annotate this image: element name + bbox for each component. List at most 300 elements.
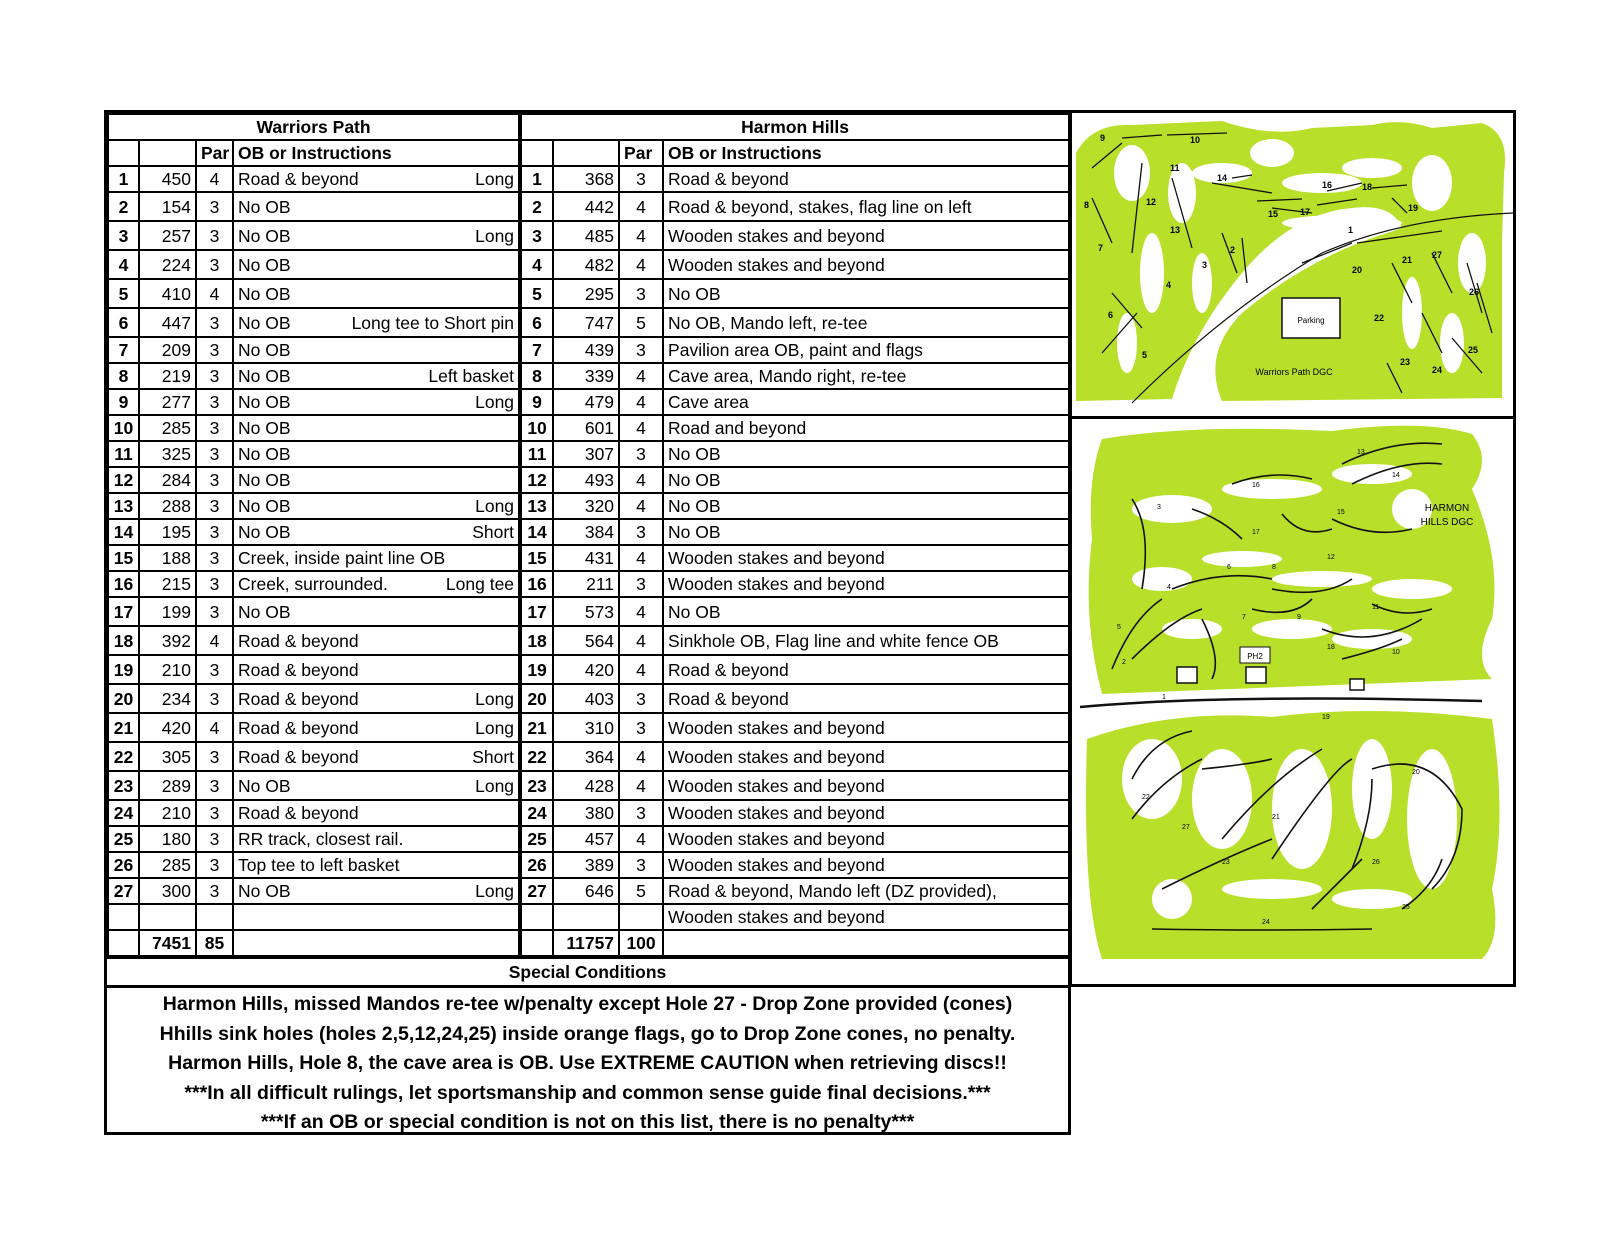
ob-note-wrap (238, 225, 514, 247)
ob-instructions (233, 713, 520, 742)
hole-par: 4 (619, 742, 663, 771)
hole-number-label: 16 (1252, 482, 1260, 489)
hole-number: 23 (108, 771, 139, 800)
hole-number-label: 3 (1157, 504, 1161, 511)
ob-note-wrap (238, 746, 514, 768)
empty-cell (233, 904, 520, 930)
warriors-path-title: Warriors Path (108, 114, 520, 140)
hole-number: 19 (108, 655, 139, 684)
hole-distance: 447 (139, 308, 196, 337)
hole-par: 3 (196, 192, 233, 221)
hole-number-label: 13 (1357, 449, 1365, 456)
hole-note: Long (475, 688, 515, 709)
hole-par: 4 (619, 826, 663, 852)
special-line: ***If an OB or special condition is not on this list, there is no penalty*** (260, 1111, 915, 1133)
hole-number: 5 (108, 279, 139, 308)
ob-header: OB or Instructions (233, 140, 520, 166)
hole-distance: 442 (553, 192, 619, 221)
tree-cutout (1222, 879, 1322, 899)
hole-distance: 215 (139, 571, 196, 597)
hole-par: 3 (619, 684, 663, 713)
ob-instructions (233, 279, 520, 308)
hole-number-label: 27 (1182, 824, 1190, 831)
hole-number-label: 20 (1352, 265, 1363, 275)
ob-note-wrap (238, 254, 514, 276)
tree-cutout (1458, 233, 1486, 293)
hole-number: 17 (108, 597, 139, 626)
hole-number-label: 16 (1322, 180, 1333, 190)
tree-cutout (1272, 571, 1372, 587)
hole-number-label: 1 (1348, 225, 1354, 235)
ob-instructions (233, 571, 520, 597)
hole-distance: 210 (139, 655, 196, 684)
hole-distance: 420 (139, 713, 196, 742)
empty-cell (520, 930, 553, 956)
ob-text: No OB (238, 340, 291, 360)
hole-number: 16 (108, 571, 139, 597)
hole-row (108, 545, 1069, 571)
hole-number: 24 (108, 800, 139, 826)
hole-note: Long (475, 775, 515, 796)
hole-row (108, 308, 1069, 337)
hole-par: 3 (196, 467, 233, 493)
hole-number-label: 2 (1122, 659, 1126, 666)
ob-text: Road & beyond (238, 659, 359, 680)
hole-number: 19 (520, 655, 553, 684)
hole-distance: 646 (553, 878, 619, 904)
tree-cutout (1342, 158, 1402, 178)
empty-cell (196, 904, 233, 930)
tree-cutout (1440, 313, 1464, 373)
ob-instructions (233, 192, 520, 221)
hole-number: 21 (520, 713, 553, 742)
hole-distance: 392 (139, 626, 196, 655)
hole-par: 3 (196, 363, 233, 389)
hole-row (108, 363, 1069, 389)
ob-instructions: Sinkhole OB, Flag line and white fence OB (663, 626, 1069, 655)
ob-instructions: Wooden stakes and beyond (663, 826, 1069, 852)
hole-par: 4 (619, 467, 663, 493)
ob-instructions: Road & beyond (663, 684, 1069, 713)
hole-number-label: 17 (1252, 529, 1260, 536)
ob-instructions (233, 415, 520, 441)
ob-text: Top tee to left basket (238, 855, 400, 875)
hole-number: 27 (108, 878, 139, 904)
hole-row (108, 800, 1069, 826)
hole-number-label: 12 (1327, 554, 1335, 561)
hole-number-label: 6 (1108, 310, 1114, 320)
hole-row (108, 337, 1069, 363)
hole-distance: 277 (139, 389, 196, 415)
hole-distance: 224 (139, 250, 196, 279)
tree-cutout (1114, 145, 1150, 201)
hole-par: 5 (619, 308, 663, 337)
hole-par: 3 (619, 279, 663, 308)
harmon-hills-title: Harmon Hills (520, 114, 1069, 140)
hole-par: 3 (196, 800, 233, 826)
hole-distance: 210 (139, 800, 196, 826)
special-conditions-title: Special Conditions (107, 957, 1068, 988)
ob-instructions (233, 441, 520, 467)
hole-number: 23 (520, 771, 553, 800)
hole-number: 17 (520, 597, 553, 626)
special-line: ***In all difficult rulings, let sportsmanship and common sense guide final decisions.*** (184, 1081, 991, 1104)
ob-instructions: Wooden stakes and beyond (663, 713, 1069, 742)
ob-note-wrap (238, 521, 514, 543)
hole-row (108, 166, 1069, 192)
hole-note: Short (472, 522, 515, 542)
ob-note-wrap (238, 601, 514, 623)
ob-instructions (233, 655, 520, 684)
ob-text: Road & beyond (238, 803, 359, 823)
hole-number: 16 (520, 571, 553, 597)
ob-instructions (233, 221, 520, 250)
hole-number: 15 (520, 545, 553, 571)
hole-distance: 450 (139, 166, 196, 192)
par-header: Par (196, 140, 233, 166)
ob-instructions: Road & beyond (663, 166, 1069, 192)
hole-number-label: 17 (1300, 207, 1311, 217)
hole-distance: 380 (553, 800, 619, 826)
ob-text: No OB (238, 366, 291, 386)
ob-text: No OB (238, 775, 291, 796)
hole-number-label: 3 (1202, 260, 1208, 270)
tree-cutout (1132, 567, 1192, 591)
hole-distance: 428 (553, 771, 619, 800)
hole-number: 12 (520, 467, 553, 493)
hole-number-label: 6 (1227, 564, 1231, 571)
ob-text: No OB (238, 601, 291, 622)
warriors-path-map-svg (1072, 113, 1513, 416)
ob-text: Creek, inside paint line OB (238, 548, 446, 568)
ob-text: No OB (238, 496, 291, 516)
ob-note-wrap (238, 802, 514, 824)
hole-par: 3 (196, 826, 233, 852)
ob-text: No OB (238, 881, 291, 901)
hole-note: Short (472, 746, 515, 767)
ob-instructions: Road & beyond (663, 655, 1069, 684)
hole-distance: 285 (139, 415, 196, 441)
hole-number: 11 (108, 441, 139, 467)
hole-par: 3 (196, 597, 233, 626)
road-line (1080, 699, 1482, 707)
hole-par: 3 (619, 166, 663, 192)
hole-number-label: 7 (1242, 614, 1246, 621)
hole-number: 14 (108, 519, 139, 545)
hole-number: 5 (520, 279, 553, 308)
hole-number: 11 (520, 441, 553, 467)
hole-par: 4 (196, 626, 233, 655)
ob-note-wrap (238, 417, 514, 439)
ob-note-wrap (238, 573, 514, 595)
ob-instructions: No OB (663, 279, 1069, 308)
hole-number-label: 26 (1469, 287, 1480, 297)
hole-row (108, 742, 1069, 771)
ob-instructions: Wooden stakes and beyond (663, 545, 1069, 571)
hole-row (108, 684, 1069, 713)
hole-row (108, 878, 1069, 904)
ob-instructions (233, 852, 520, 878)
ob-instructions (233, 771, 520, 800)
hole-distance: 431 (553, 545, 619, 571)
hole-par: 4 (619, 545, 663, 571)
hole-distance: 339 (553, 363, 619, 389)
hole-distance: 325 (139, 441, 196, 467)
hole-number: 2 (108, 192, 139, 221)
empty-cell (233, 930, 520, 956)
hole-par: 4 (196, 713, 233, 742)
ob-note-wrap (238, 854, 514, 876)
hole-distance: 493 (553, 467, 619, 493)
ob-instructions: Road & beyond, stakes, flag line on left (663, 192, 1069, 221)
special-conditions-body (107, 988, 1068, 1138)
hole-par: 3 (196, 221, 233, 250)
score-table (107, 113, 1070, 957)
hole-par: 4 (619, 626, 663, 655)
hole-distance: 573 (553, 597, 619, 626)
ob-note-wrap (238, 688, 514, 710)
hole-number-label: 14 (1392, 472, 1400, 479)
hole-par: 5 (619, 878, 663, 904)
hole-number-label: 7 (1098, 243, 1104, 253)
ob-text: No OB (238, 444, 291, 464)
hole-par: 4 (196, 279, 233, 308)
hole-distance: 485 (553, 221, 619, 250)
ob-note-wrap (238, 196, 514, 218)
hole-number-label: 9 (1100, 133, 1106, 143)
ob-text: No OB (238, 392, 291, 412)
ob-instructions: Wooden stakes and beyond (663, 904, 1069, 930)
hole-row (108, 597, 1069, 626)
hole-par: 4 (619, 250, 663, 279)
hole-number: 2 (520, 192, 553, 221)
hole-distance: 154 (139, 192, 196, 221)
hole-distance: 257 (139, 221, 196, 250)
ob-note-wrap (238, 168, 514, 190)
ob-note-wrap (238, 339, 514, 361)
hole-distance: 289 (139, 771, 196, 800)
hole-number: 14 (520, 519, 553, 545)
hole-par: 4 (619, 389, 663, 415)
hole-number-label: 5 (1142, 350, 1148, 360)
hole-row (108, 519, 1069, 545)
hole-number-label: 8 (1272, 564, 1276, 571)
hole-par: 3 (196, 519, 233, 545)
ob-header: OB or Instructions (663, 140, 1069, 166)
hole-row (108, 441, 1069, 467)
hole-par: 4 (619, 221, 663, 250)
hole-par: 3 (196, 852, 233, 878)
ob-instructions: Wooden stakes and beyond (663, 742, 1069, 771)
hole-note: Long tee (445, 574, 515, 594)
hole-distance: 403 (553, 684, 619, 713)
hole-number-label: 27 (1432, 250, 1443, 260)
hole-note: Left basket (428, 366, 515, 386)
tree-cutout (1252, 619, 1332, 639)
hole-row (108, 493, 1069, 519)
hole-number-label: 25 (1468, 345, 1479, 355)
ob-instructions (233, 363, 520, 389)
empty-cell (139, 904, 196, 930)
hole-number: 27 (520, 878, 553, 904)
hole-number: 10 (520, 415, 553, 441)
hole-number: 1 (108, 166, 139, 192)
ob-instructions (233, 878, 520, 904)
hole-distance: 368 (553, 166, 619, 192)
ob-instructions: Pavilion area OB, paint and flags (663, 337, 1069, 363)
ob-instructions (233, 519, 520, 545)
fairway-area (1089, 426, 1495, 694)
hole-distance: 284 (139, 467, 196, 493)
tree-cutout (1202, 551, 1282, 567)
totals-row (108, 930, 1069, 956)
hole-number-label: 9 (1297, 614, 1301, 621)
hole-row (108, 467, 1069, 493)
hole-par: 3 (619, 337, 663, 363)
hole-par: 3 (196, 771, 233, 800)
ob-instructions: Cave area (663, 389, 1069, 415)
hole-number-label: 11 (1372, 604, 1380, 611)
building-icon (1177, 667, 1197, 683)
hole-distance: 234 (139, 684, 196, 713)
hole-number: 3 (108, 221, 139, 250)
hole-par: 4 (619, 771, 663, 800)
hole-row (108, 415, 1069, 441)
ob-note-wrap (238, 283, 514, 305)
hole-number: 25 (520, 826, 553, 852)
ob-note-wrap (238, 495, 514, 517)
ob-instructions: No OB (663, 519, 1069, 545)
hole-number-label: 4 (1166, 280, 1172, 290)
ob-text: Road & beyond (238, 169, 359, 189)
tree-cutout (1152, 879, 1192, 919)
ob-note-wrap (238, 775, 514, 797)
ob-text: No OB (238, 196, 291, 217)
hole-par: 3 (196, 684, 233, 713)
tree-cutout (1282, 215, 1402, 231)
hole-par: 4 (619, 192, 663, 221)
hole-note: Long (475, 225, 515, 246)
hole-number-label: 11 (1170, 163, 1180, 173)
hole-distance: 364 (553, 742, 619, 771)
hole-par: 4 (619, 363, 663, 389)
harmon-hills-map-svg (1072, 419, 1513, 984)
ob-note-wrap (238, 391, 514, 413)
total-distance: 11757 (553, 930, 619, 956)
hole-number-label: 24 (1262, 919, 1270, 926)
harmon-hills-caption-1: HARMON (1424, 503, 1470, 514)
hole-number: 22 (108, 742, 139, 771)
hole-number: 8 (108, 363, 139, 389)
scorecard (104, 110, 1071, 1135)
hole-distance: 219 (139, 363, 196, 389)
ob-instructions (233, 545, 520, 571)
ob-text: No OB (238, 418, 291, 438)
hole-distance: 188 (139, 545, 196, 571)
ob-instructions: No OB (663, 467, 1069, 493)
hole-number: 13 (108, 493, 139, 519)
hole-distance: 285 (139, 852, 196, 878)
hole-row (108, 221, 1069, 250)
hole-number: 6 (520, 308, 553, 337)
hole-number: 7 (108, 337, 139, 363)
ob-note-wrap (238, 630, 514, 652)
hole-par: 3 (196, 389, 233, 415)
hole-distance: 564 (553, 626, 619, 655)
hole-par: 3 (619, 571, 663, 597)
hole-number: 10 (108, 415, 139, 441)
total-par: 100 (619, 930, 663, 956)
hole-number-label: 15 (1337, 509, 1345, 516)
empty-cell (520, 904, 553, 930)
ob-instructions (233, 337, 520, 363)
ob-instructions: No OB (663, 441, 1069, 467)
hole-number-label: 19 (1322, 714, 1330, 721)
hole-number: 4 (520, 250, 553, 279)
hole-distance: 747 (553, 308, 619, 337)
warriors-path-caption: Warriors Path DGC (1255, 367, 1333, 377)
hole-note: Long (475, 169, 515, 189)
ob-text: No OB (238, 522, 291, 542)
hole-distance: 384 (553, 519, 619, 545)
ob-instructions (233, 597, 520, 626)
hole-number: 18 (108, 626, 139, 655)
hole-number: 25 (108, 826, 139, 852)
hole-number: 26 (520, 852, 553, 878)
ob-instructions (233, 742, 520, 771)
hole-number: 6 (108, 308, 139, 337)
hole-par: 4 (196, 166, 233, 192)
hole-par: 3 (196, 441, 233, 467)
special-line: Hhills sink holes (holes 2,5,12,24,25) inside orange flags, go to Drop Zone cones, no penalty. (159, 1022, 1016, 1045)
hole-row (108, 626, 1069, 655)
hole-distance: 180 (139, 826, 196, 852)
ob-note-wrap (238, 659, 514, 681)
hole-number-label: 20 (1412, 769, 1420, 776)
building-icon (1246, 667, 1266, 683)
ob-note-wrap (238, 547, 514, 569)
building-icon (1350, 679, 1364, 690)
ob-instructions: Cave area, Mando right, re-tee (663, 363, 1069, 389)
hole-distance: 420 (553, 655, 619, 684)
hole-note: Long tee to Short pin (351, 312, 515, 333)
ob-note-wrap (238, 717, 514, 739)
total-distance: 7451 (139, 930, 196, 956)
hole-number-label: 23 (1400, 357, 1411, 367)
hole-par: 3 (196, 878, 233, 904)
hole-par: 3 (196, 337, 233, 363)
hole-number: 20 (108, 684, 139, 713)
ob-instructions: No OB (663, 597, 1069, 626)
empty-cell (663, 930, 1069, 956)
hole-number-label: 8 (1084, 200, 1090, 210)
warriors-path-map (1072, 113, 1513, 419)
hole-number-label: 26 (1372, 859, 1380, 866)
hole-number-label: 21 (1402, 255, 1413, 265)
special-line: Harmon Hills, Hole 8, the cave area is OB. Use EXTREME CAUTION when retrieving discs!! (168, 1052, 1007, 1074)
ob-text: No OB (238, 312, 291, 333)
hole-distance: 310 (553, 713, 619, 742)
hole-distance: 195 (139, 519, 196, 545)
hole-par: 3 (619, 713, 663, 742)
hole-number: 13 (520, 493, 553, 519)
hole-distance: 305 (139, 742, 196, 771)
ob-text: Road & beyond (238, 688, 359, 709)
ob-instructions: Wooden stakes and beyond (663, 221, 1069, 250)
hole-number: 12 (108, 467, 139, 493)
hole-number: 7 (520, 337, 553, 363)
special-line: Harmon Hills, missed Mandos re-tee w/penalty except Hole 27 - Drop Zone provided (cones) (162, 993, 1013, 1015)
